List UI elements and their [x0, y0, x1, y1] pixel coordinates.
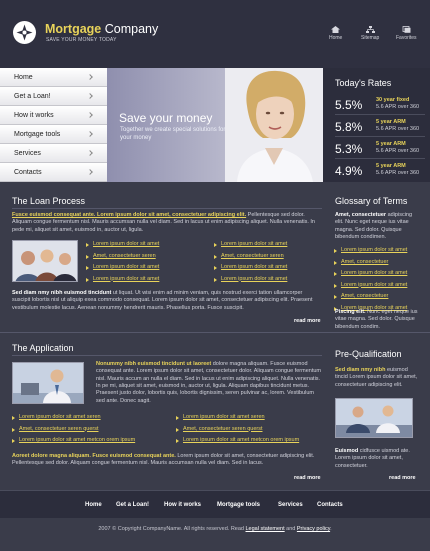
list-item[interactable]: Lorem ipsum dolor sit amet [334, 247, 407, 259]
brand-title[interactable]: Mortgage Company [45, 22, 159, 36]
divider [12, 355, 322, 356]
application-title: The Application [12, 343, 74, 353]
list-item[interactable]: Lorem ipsum dolor sit amet [86, 241, 159, 253]
list-item[interactable]: Lorem ipsum dolor sit amet metcon orem ipsum [12, 437, 135, 449]
privacy-policy-link[interactable]: Privacy policy [296, 526, 331, 532]
list-item[interactable]: Lorem ipsum dolor sit amet [334, 282, 407, 294]
rates-title: Today's Rates [335, 78, 392, 88]
sitemap-icon [366, 26, 375, 33]
list-item[interactable]: Amet, consectetuer seren [86, 253, 159, 265]
loan-process-intro-link[interactable]: Fusce euismod consequat ante. Lorem ipsum dolor sit amet, consectetuer adipiscing elit. [12, 212, 247, 218]
list-item[interactable]: Lorem ipsum dolor sit amet seren [176, 414, 299, 426]
hero-photo [225, 68, 323, 182]
team-photo [12, 240, 78, 282]
prequal-body: Euismod cidfusce uismod ate. Lorem ipsum dolor sit amet, consectetuer. [335, 448, 410, 469]
loan-process-body: Sed diam nmy nibh euismod tincidunt ut liquat. Ut wisi enim ad minim veniam, quis nostrud exerci tation ullamcorper suscipit lobortis nisl ut aliquip exea commodo consequat. Lorem ipsum dolor sit amet, consectetuer adipiscing elit. Praesent vestibulum molestie lacus. Aenean nonummy hendrerit mauris. Phasellus porta. Fusce suscipit. [12, 290, 313, 311]
top-nav-home[interactable]: Home [329, 26, 342, 42]
header [0, 0, 430, 68]
footer-link-how-it-works[interactable]: How it works [164, 502, 202, 508]
application-body: Aoreet dolore magna aliquam. Fusce euismod consequat ante. Lorem ipsum dolor sit amet, consectetuer adipiscing elit. Pellentesque sed dolor. Aliquam congue fermentum nisl. Mauris accumsan nulla vel diam. Sed in lacus. [12, 453, 315, 467]
loan-process-links-right [214, 241, 287, 287]
application-read-more[interactable]: read more [294, 475, 321, 481]
copyright: 2007 © Copyright CompanyName. All rights reserved. Read Legal statement and Privacy policy. [98, 526, 332, 532]
chevron-right-icon [87, 74, 93, 80]
rate-row[interactable]: 4.9% 5 year ARM 5.6 APR over 360 [335, 163, 420, 178]
list-item[interactable]: Lorem ipsum dolor sit amet [334, 270, 407, 282]
list-item[interactable]: Lorem ipsum dolor sit amet seren [12, 414, 135, 426]
brand-tagline: SAVE YOUR MONEY TODAY [46, 37, 117, 43]
footer-link-home[interactable]: Home [85, 502, 102, 508]
application-intro: Nonummy nibh euismod tincidunt ut laoreet dolore magna aliquam. Fusce euismod consequat ante. Lorem ipsum dolor sit amet, consectetuer dolor. Aliquam congue fermentum nisl. Mauris accum an nulla el diam. Sed in lacus ut enim adipiscing aliquet. Nulla venenatis. In pe mi, aliquet sit amet, euismod in, auctor ut, ligula. Aliquam dapibus tincidunt metus. Praesent justo dolor, lobortis quis, lobortis dignissim, seren pulvinar ac, lorem. Vestibulum sed ante. Donec sagit. [96, 361, 322, 404]
logo-icon[interactable] [13, 21, 36, 44]
top-nav-sitemap[interactable]: Sitemap [361, 26, 379, 42]
prequal-read-more[interactable]: read more [389, 475, 416, 481]
loan-process-links-left [86, 241, 159, 287]
list-item[interactable]: Lorem ipsum dolor sit amet [334, 305, 407, 317]
home-icon [331, 26, 340, 33]
menu-item-how-it-works[interactable]: How it works [0, 106, 107, 125]
todays-rates-panel [323, 68, 430, 182]
list-item[interactable]: Amet, consectetuer [334, 293, 407, 305]
list-item[interactable]: Amet, consectetuer seren querst [12, 426, 135, 438]
rate-row[interactable]: 5.8% 5 year ARM 5.6 APR over 360 [335, 115, 425, 137]
loan-process-intro: Fusce euismod consequat ante. Lorem ipsum dolor sit amet, consectetuer adipiscing elit. Pellentesque sed dolor. Aliquam congue fermentum nisl. Mauris accumsan nulla vel diam. Sed in lacus ut enim adipiscing aliquet. Nulla venenatis. In pede mi, aliquet sit amet, euismod in, auctor ut, ligula. [12, 212, 315, 233]
loan-process-read-more[interactable]: read more [294, 318, 321, 324]
menu-item-mortgage-tools[interactable]: Mortgage tools [0, 125, 107, 144]
prequal-intro: Sed diam nmy nibh euismod tincid Lorem ipsum dolor sit amet, consectetuer adipiscing elit. [335, 367, 418, 388]
menu-item-contacts[interactable]: Contacts [0, 163, 107, 182]
footer-link-contacts[interactable]: Contacts [317, 502, 343, 508]
list-item[interactable]: Lorem ipsum dolor sit amet [86, 264, 159, 276]
footer-link-mortgage-tools[interactable]: Mortgage tools [217, 502, 260, 508]
favorites-icon [402, 26, 411, 33]
glossary-title: Glossary of Terms [335, 196, 408, 206]
application-links-right [176, 414, 299, 449]
chevron-right-icon [87, 131, 93, 137]
footer-nav [0, 490, 430, 518]
application-links-left [12, 414, 135, 449]
chevron-right-icon [87, 93, 93, 99]
side-menu [0, 68, 107, 182]
glossary-links [334, 247, 407, 316]
list-item[interactable]: Lorem ipsum dolor sit amet metcon orem ipsum [176, 437, 299, 449]
chevron-right-icon [87, 150, 93, 156]
list-item[interactable]: Amet, consectetuer seren querst [176, 426, 299, 438]
list-item[interactable]: Amet, consectetuer seren [214, 253, 287, 265]
divider [12, 208, 322, 209]
list-item[interactable]: Lorem ipsum dolor sit amet [86, 276, 159, 288]
hero-subtitle: Together we create special solutions for your money [120, 127, 226, 141]
rate-row[interactable]: 5.5% 30 year fixed 5.6 APR over 360 [335, 93, 425, 115]
section-divider [0, 332, 430, 333]
hero-title: Save your money [119, 111, 213, 125]
menu-item-get-a-loan[interactable]: Get a Loan! [0, 87, 107, 106]
rate-row[interactable]: 5.3% 5 year ARM 5.6 APR over 360 [335, 137, 425, 159]
loan-process-title: The Loan Process [12, 196, 86, 206]
hero-banner [107, 68, 323, 182]
prequal-photo [335, 398, 413, 438]
list-item[interactable]: Amet, consectetuer [334, 259, 407, 271]
legal-statement-link[interactable]: Legal statement [245, 526, 285, 532]
chevron-right-icon [87, 169, 93, 175]
footer-link-services[interactable]: Services [278, 502, 303, 508]
top-nav-favorites[interactable]: Favorites [396, 26, 417, 42]
glossary-outro: Piscing elit. Nunc eget neque ius vitae magna. Sed dolor. Quisque bibendum condim. [335, 309, 418, 330]
menu-item-services[interactable]: Services [0, 144, 107, 163]
menu-item-home[interactable]: Home [0, 68, 107, 87]
list-item[interactable]: Lorem ipsum dolor sit amet [214, 241, 287, 253]
application-photo [12, 362, 84, 404]
list-item[interactable]: Lorem ipsum dolor sit amet [214, 276, 287, 288]
chevron-right-icon [87, 112, 93, 118]
list-item[interactable]: Lorem ipsum dolor sit amet [214, 264, 287, 276]
prequal-title: Pre-Qualification [335, 349, 402, 359]
glossary-intro: Amet, consectetuer adipiscing elit. Nunc eget neque ius vitae magna. Sed dolor. Quisque bibendum condimen. [335, 212, 413, 240]
footer-link-get-a-loan[interactable]: Get a Loan! [116, 502, 150, 508]
